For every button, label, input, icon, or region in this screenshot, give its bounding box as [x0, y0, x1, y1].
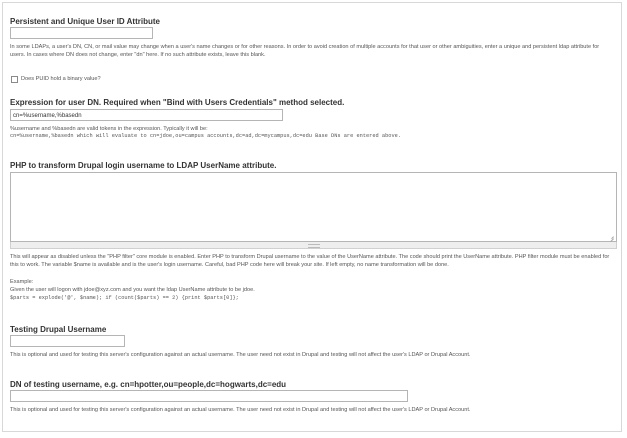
- php-example-text: Given the user will logon with jdoe@xyz.com and you want the ldap UserName attribute to be jdoe.: [10, 287, 255, 293]
- user-dn-description: %username and %basedn are valid tokens in the expression. Typically it will be:: [10, 126, 208, 132]
- php-title: PHP to transform Drupal login username to LDAP UserName attribute.: [10, 161, 277, 170]
- user-dn-example: cn=%username,%basedn which will evaluate to cn=jdoe,ou=campus accounts,dc=ad,dc=mycampus,dc=edu Base DNs are entered above.: [10, 133, 401, 139]
- puid-binary-label: Does PUID hold a binary value?: [21, 76, 101, 82]
- textarea-grippie[interactable]: [10, 242, 617, 249]
- puid-input[interactable]: [10, 27, 153, 39]
- php-example-label: Example:: [10, 279, 34, 285]
- user-dn-title: Expression for user DN. Required when "Bind with Users Credentials" method selected.: [10, 98, 345, 107]
- testing-username-description: This is optional and used for testing this server's configuration against an actual username. The user need not exist in Drupal and testing will not affect the user's LDAP or Drupal Account.: [10, 352, 471, 358]
- puid-title: Persistent and Unique User ID Attribute: [10, 17, 160, 26]
- user-dn-input[interactable]: cn=%username,%basedn: [10, 109, 283, 121]
- resize-icon[interactable]: [609, 234, 614, 239]
- php-example-code: $parts = explode('@', $name); if (count($parts) == 2) {print $parts[0]};: [10, 295, 239, 301]
- testing-dn-title: DN of testing username, e.g. cn=hpotter,ou=people,dc=hogwarts,dc=edu: [10, 380, 287, 389]
- testing-username-input[interactable]: [10, 335, 125, 347]
- grip-icon: [308, 244, 320, 248]
- puid-description: In some LDAPs, a user's DN, CN, or mail value may change when a user's name changes or for other reasons. In order to avoid creation of multiple accounts for that user or other ambiguities, enter a unique and persistent ldap attribute for users. In cases where DN does not change, enter "dn" here. If no such attribute exists, leave this blank.: [10, 44, 600, 58]
- php-textarea[interactable]: [10, 172, 617, 242]
- puid-binary-checkbox[interactable]: [11, 76, 18, 83]
- php-description: This will appear as disabled unless the "PHP filter" core module is enabled. Enter PHP to transform Drupal username to the value of the UserName attribute. The code should print the UserName attribute. PHP filter module must be enabled for this to work. The variable $name is available and is the user's login username. Careful, bad PHP code here will break your site. If left empty, no name transformation will be done.: [10, 254, 610, 268]
- testing-username-title: Testing Drupal Username: [10, 325, 107, 334]
- testing-dn-description: This is optional and used for testing this server's configuration against an actual username. The user need not exist in Drupal and testing will not affect the user's LDAP or Drupal Account.: [10, 407, 471, 413]
- testing-dn-input[interactable]: [10, 390, 408, 402]
